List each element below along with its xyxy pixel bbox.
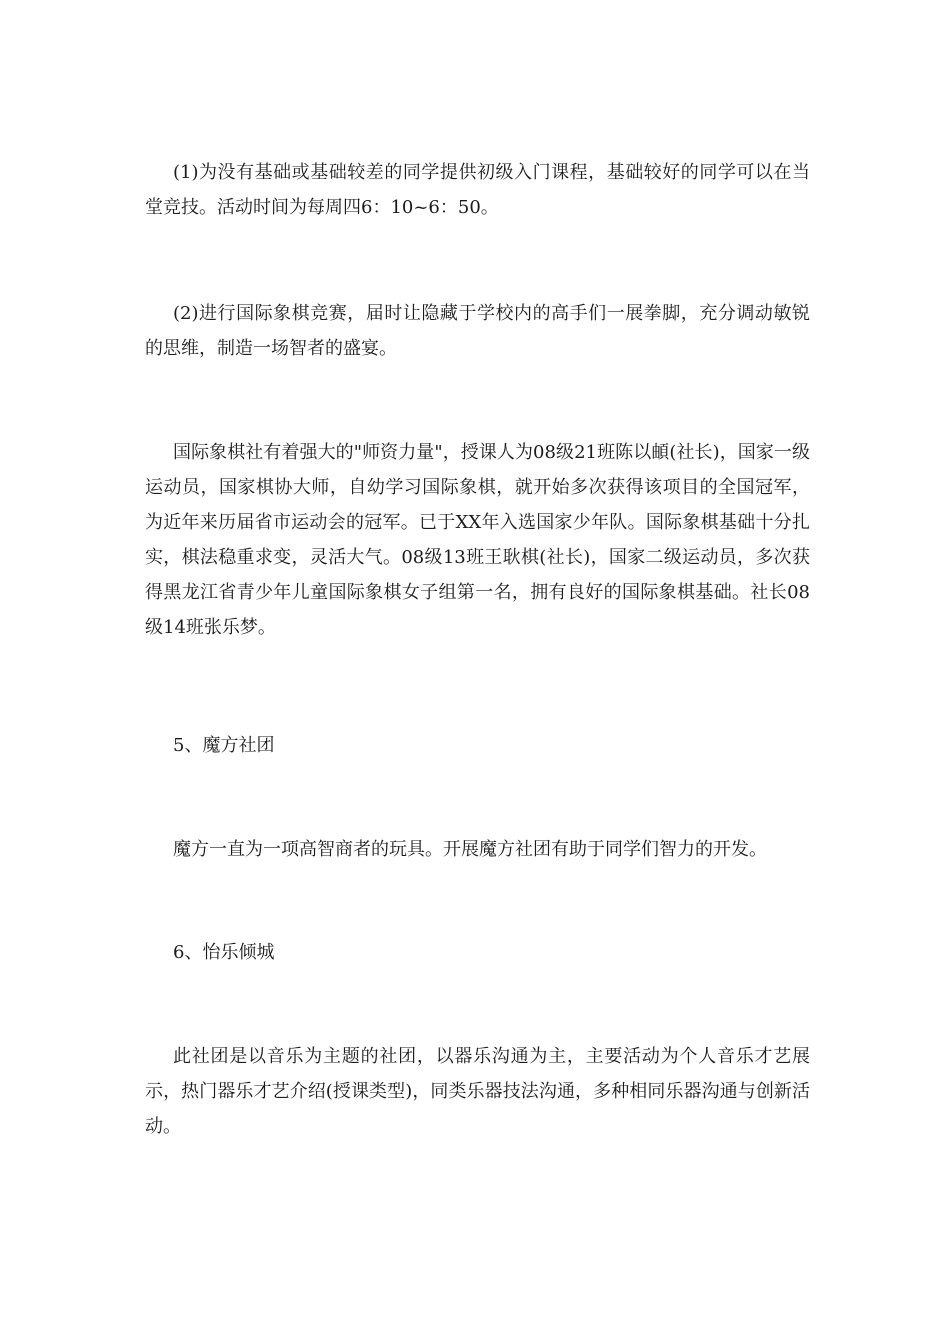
paragraph-music-club-description: 此社团是以音乐为主题的社团，以器乐沟通为主，主要活动为个人音乐才艺展示，热门器乐才艺介绍(授课类型)，同类乐器技法沟通，多种相同乐器沟通与创新活动。 xyxy=(145,1046,810,1137)
heading-music-club: 6、怡乐倾城 xyxy=(173,942,275,963)
paragraph-chess-club-teachers: 国际象棋社有着强大的"师资力量"，授课人为08级21班陈以頔(社长)，国家一级运动员，国家棋协大师，自幼学习国际象棋，就开始多次获得该项目的全国冠军，为近年来历届省市运动会的冠军。已于XX年入选国家少年队。国际象棋基础十分扎实，棋法稳重求变，灵活大气。08级13班王耿棋(社长)，国家二级运动员，多次获得黑龙江省青少年儿童国际象棋女子组第一名，拥有良好的国际象棋基础。社长08级14班张乐梦。 xyxy=(145,442,810,638)
paragraph-beginner-course: (1)为没有基础或基础较差的同学提供初级入门课程，基础较好的同学可以在当堂竞技。活动时间为每周四6：10~6：50。 xyxy=(145,162,810,218)
paragraph-chess-competition: (2)进行国际象棋竞赛，届时让隐藏于学校内的高手们一展拳脚，充分调动敏锐的思维，制造一场智者的盛宴。 xyxy=(145,303,810,359)
paragraph-rubiks-cube-description: 魔方一直为一项高智商者的玩具。开展魔方社团有助于同学们智力的开发。 xyxy=(173,839,767,860)
heading-rubiks-cube-club: 5、魔方社团 xyxy=(173,735,275,756)
